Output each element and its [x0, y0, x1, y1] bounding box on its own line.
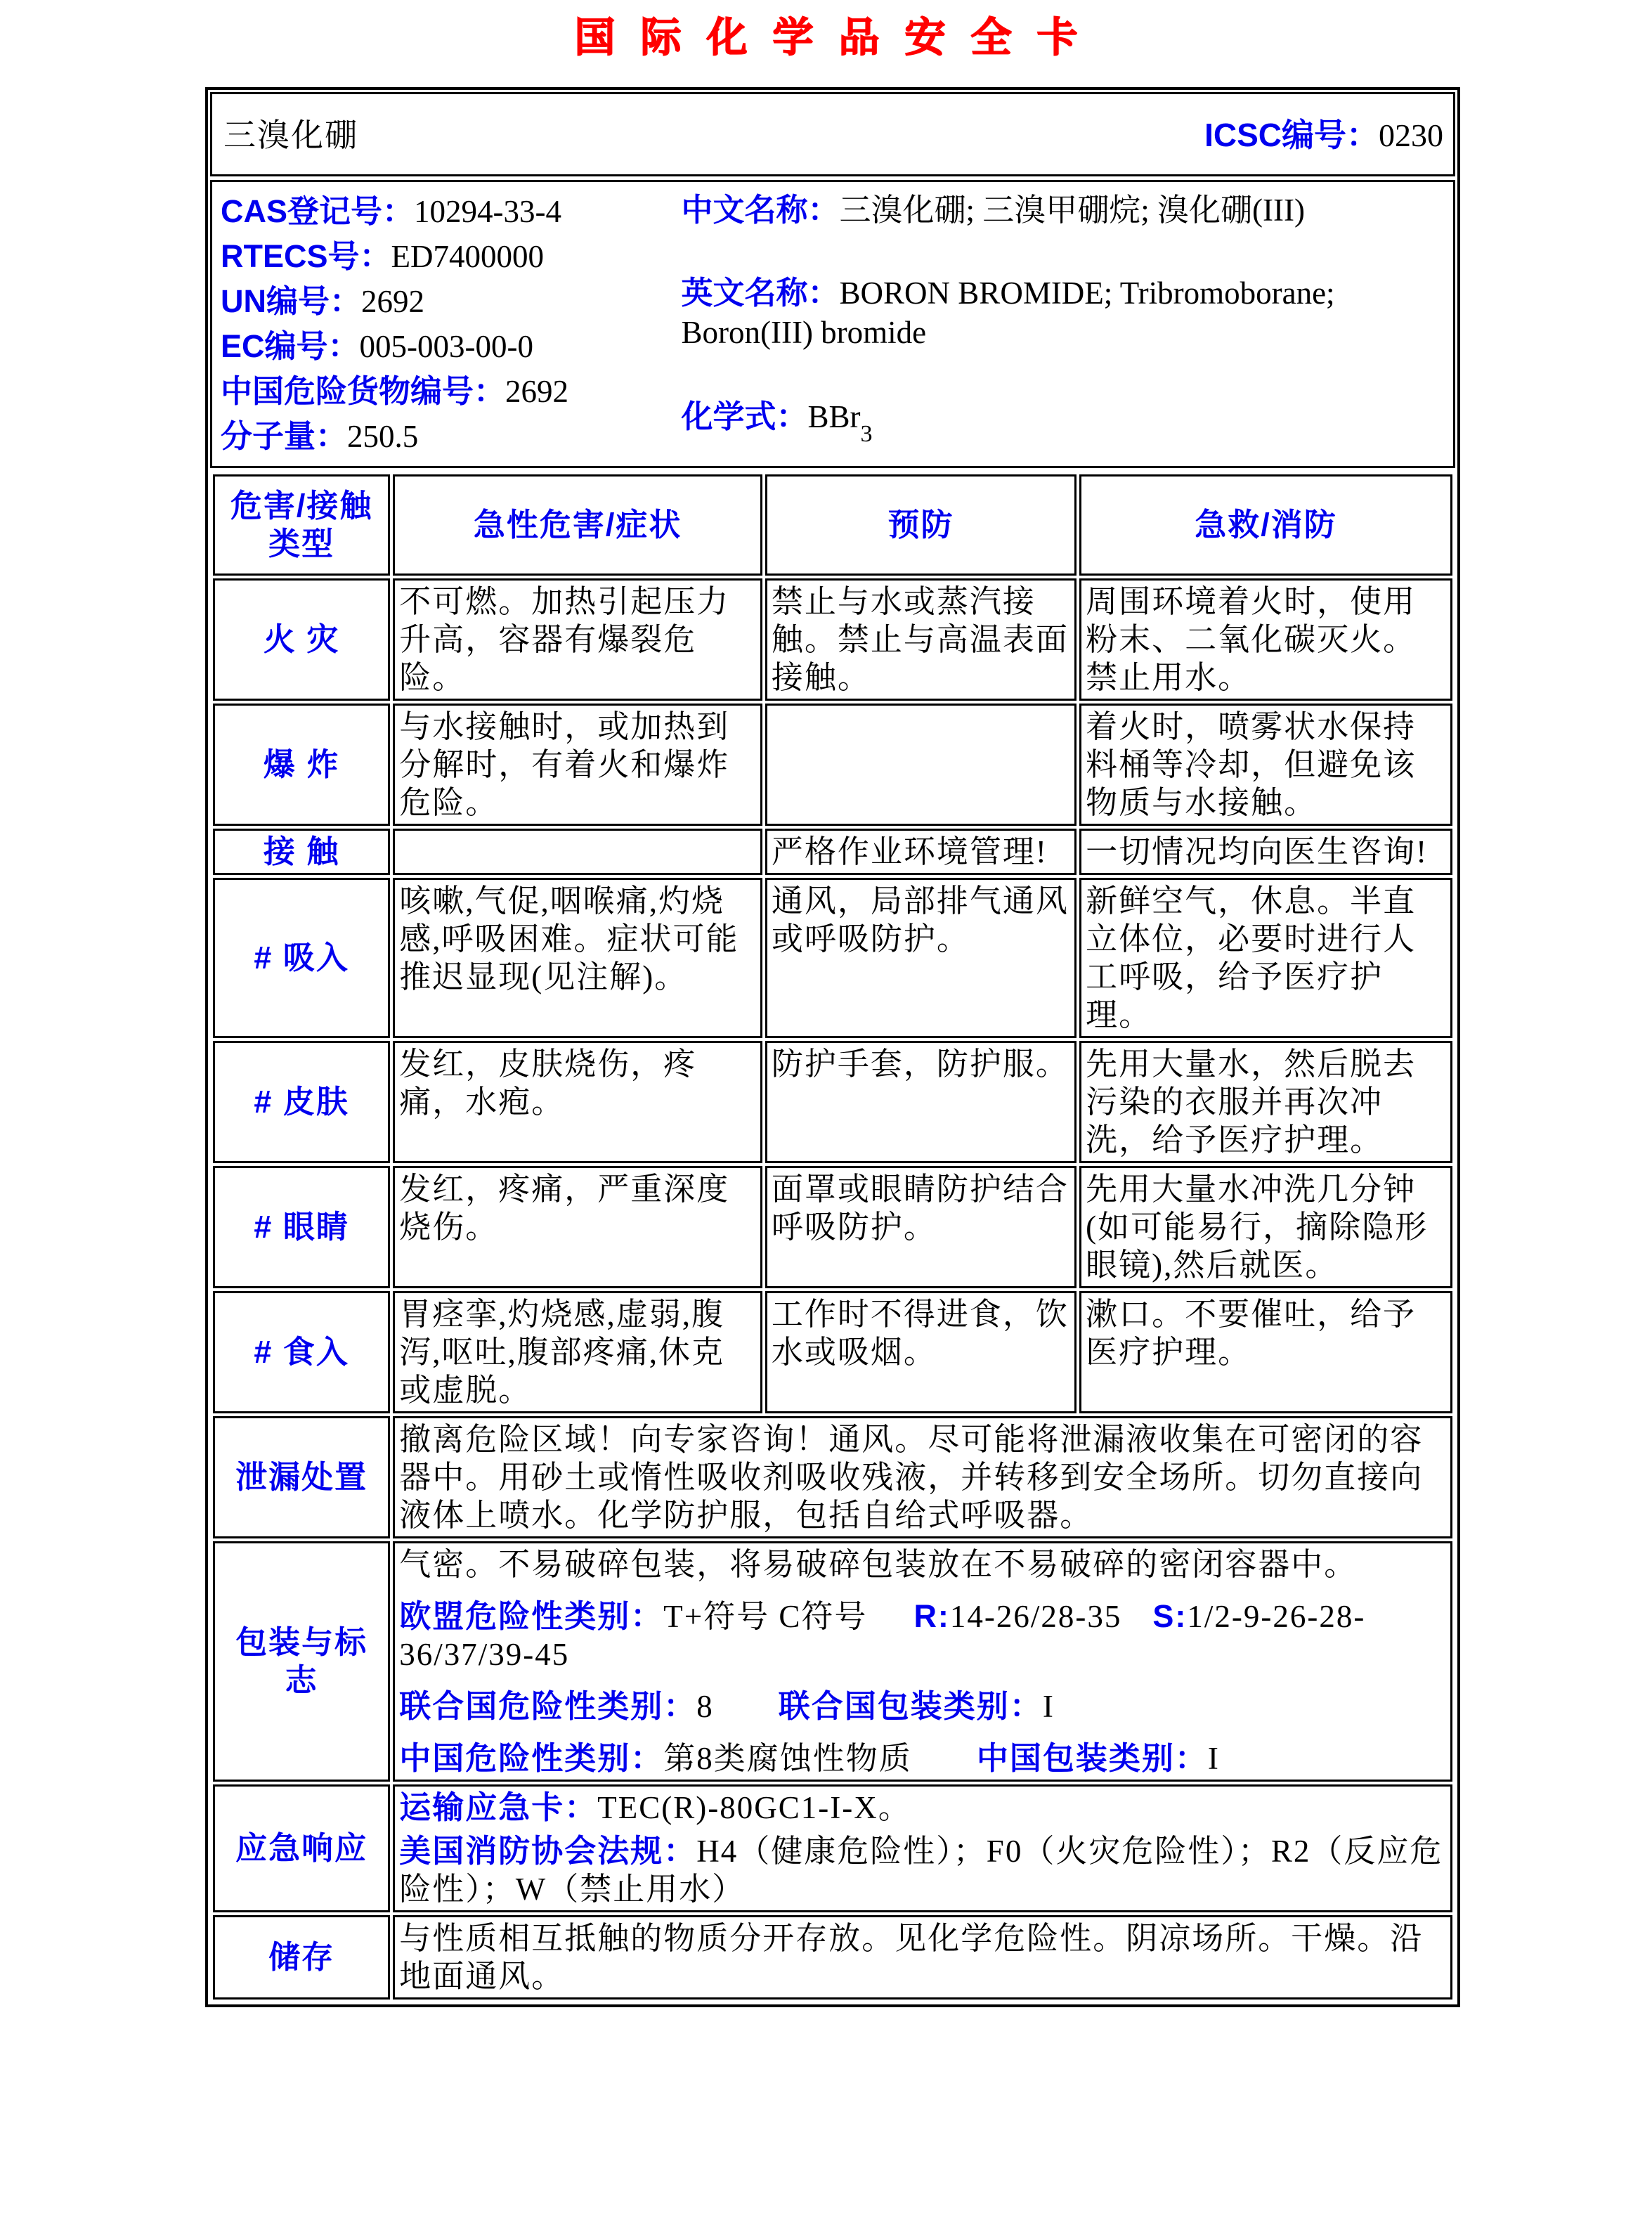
chemical-formula-subscript: 3 — [860, 421, 873, 447]
icsc-number-value: 0230 — [1379, 117, 1443, 153]
china-packing-group-value: I — [1207, 1741, 1220, 1776]
transport-emergency-card-value: TEC(R)-80GC1-I-X。 — [597, 1790, 911, 1825]
nfpa-code-label: 美国消防协会法规： — [399, 1833, 697, 1869]
china-dangerous-goods-number-line — [221, 369, 682, 414]
un-hazard-class-value: 8 — [696, 1689, 714, 1724]
packaging-china-line — [399, 1739, 1446, 1777]
row-emergency-response-label: 应急响应 — [213, 1784, 390, 1912]
row-skin-symptoms: 发红，皮肤烧伤，疼痛，水疱。 — [393, 1041, 762, 1163]
transport-emergency-card-label: 运输应急卡： — [399, 1789, 598, 1825]
rtecs-number-label: RTECS号： — [221, 238, 391, 274]
row-exposure-prevention: 严格作业环境管理! — [765, 829, 1077, 875]
row-fire — [213, 578, 1452, 701]
ec-number-value: 005-003-00-0 — [359, 329, 533, 364]
hazard-table — [210, 472, 1455, 2002]
chinese-name-line — [682, 190, 1444, 230]
un-packing-group-label: 联合国包装类别： — [778, 1688, 1043, 1724]
packaging-airtight-line: 气密。不易破碎包装，将易破碎包装放在不易破碎的密闭容器中。 — [399, 1547, 1358, 1582]
row-eyes-response: 先用大量水冲洗几分钟(如可能易行，摘除隐形眼镜),然后就医。 — [1079, 1166, 1452, 1288]
eu-r-phrases-label: R: — [913, 1598, 950, 1634]
china-packing-group-label: 中国包装类别： — [976, 1740, 1208, 1776]
header-prevention: 预防 — [765, 474, 1077, 576]
row-fire-label: 火 灾 — [213, 578, 390, 701]
chemical-formula-base: BBr — [807, 399, 861, 434]
ec-number-line — [221, 324, 682, 369]
chinese-name-value: 三溴化硼; 三溴甲硼烷; 溴化硼(III) — [839, 193, 1305, 228]
english-name-value: BORON BROMIDE; Tribromoborane; Boron(III) bromide — [681, 276, 1335, 350]
row-explosion-response: 着火时，喷雾状水保持料桶等冷却，但避免该物质与水接触。 — [1079, 704, 1452, 826]
row-skin-response: 先用大量水，然后脱去污染的衣服并再次冲洗，给予医疗护理。 — [1079, 1041, 1452, 1163]
icsc-number — [1204, 110, 1443, 156]
nfpa-code-value: H4（健康危险性）；F0（火灾危险性）；R2（反应危险性）；W（禁止用水） — [399, 1834, 1443, 1907]
row-exposure-symptoms — [393, 829, 762, 875]
row-skin — [213, 1041, 1452, 1163]
row-eyes-symptoms: 发红，疼痛，严重深度烧伤。 — [393, 1166, 762, 1288]
identification-box — [210, 180, 1455, 468]
row-inhalation-prevention: 通风，局部排气通风或呼吸防护。 — [765, 878, 1077, 1038]
identification-right-column — [682, 189, 1450, 459]
packaging-eu-line — [399, 1597, 1446, 1673]
eu-s-phrases-value: 1/2-9-26-28-36/37/39-45 — [399, 1599, 1366, 1672]
molecular-weight-line — [221, 414, 682, 459]
row-eyes-prevention: 面罩或眼睛防护结合呼吸防护。 — [765, 1166, 1077, 1288]
packaging-un-line — [399, 1687, 1446, 1725]
row-storage — [213, 1915, 1452, 2000]
rtecs-number-line — [221, 234, 682, 279]
row-inhalation-response: 新鲜空气，休息。半直立体位，必要时进行人工呼吸，给予医疗护理。 — [1079, 878, 1452, 1038]
row-exposure — [213, 829, 1452, 875]
row-packaging-content — [393, 1541, 1452, 1782]
ec-number-label: EC编号： — [221, 328, 360, 364]
english-name-line — [682, 273, 1444, 352]
row-explosion-label: 爆 炸 — [213, 704, 390, 826]
row-eyes-label: # 眼睛 — [213, 1166, 390, 1288]
header-first-aid-fire-fighting: 急救/消防 — [1079, 474, 1452, 576]
un-number-label: UN编号： — [221, 283, 361, 319]
substance-name: 三溴化硼 — [223, 117, 358, 153]
english-name-label: 英文名称： — [681, 275, 840, 311]
chemical-formula-line — [682, 397, 1444, 454]
row-packaging-label: 包装与标志 — [213, 1541, 390, 1782]
icsc-number-label: ICSC编号： — [1204, 117, 1379, 153]
row-fire-response: 周围环境着火时，使用粉末、二氧化碳灭火。禁止用水。 — [1079, 578, 1452, 701]
row-emergency-response-content — [393, 1784, 1452, 1912]
emergency-tec-line — [399, 1789, 1446, 1827]
row-ingestion-prevention: 工作时不得进食，饮水或吸烟。 — [765, 1291, 1077, 1413]
row-eyes — [213, 1166, 1452, 1288]
emergency-nfpa-line — [399, 1832, 1446, 1908]
row-inhalation-label: # 吸入 — [213, 878, 390, 1038]
row-spillage-label: 泄漏处置 — [213, 1416, 390, 1538]
row-skin-prevention: 防护手套，防护服。 — [765, 1041, 1077, 1163]
eu-hazard-class-value: T+符号 C符号 — [663, 1599, 868, 1634]
row-ingestion-label: # 食入 — [213, 1291, 390, 1413]
row-exposure-response: 一切情况均向医生咨询! — [1079, 829, 1452, 875]
row-emergency-response — [213, 1784, 1452, 1912]
row-ingestion — [213, 1291, 1452, 1413]
row-spillage — [213, 1416, 1452, 1538]
un-packing-group-value: I — [1042, 1689, 1055, 1724]
chinese-name-label: 中文名称： — [681, 192, 840, 228]
cas-number-value: 10294-33-4 — [414, 194, 561, 229]
eu-s-phrases-label: S: — [1152, 1598, 1188, 1634]
row-explosion-symptoms: 与水接触时，或加热到分解时，有着火和爆炸危险。 — [393, 704, 762, 826]
row-ingestion-symptoms: 胃痉挛,灼烧感,虚弱,腹泻,呕吐,腹部疼痛,休克或虚脱。 — [393, 1291, 762, 1413]
row-inhalation — [213, 878, 1452, 1038]
china-hazard-class-value: 第8类腐蚀性物质 — [663, 1741, 912, 1776]
row-ingestion-response: 漱口。不要催吐，给予医疗护理。 — [1079, 1291, 1452, 1413]
header-acute-hazards: 急性危害/症状 — [393, 474, 762, 576]
molecular-weight-value: 250.5 — [347, 419, 419, 454]
row-spillage-text: 撤离危险区域！向专家咨询！通风。尽可能将泄漏液收集在可密闭的容器中。用砂土或惰性吸收剂吸收残液，并转移到安全场所。切勿直接向液体上喷水。化学防护服，包括自给式呼吸器。 — [393, 1416, 1452, 1538]
row-storage-label: 储存 — [213, 1915, 390, 2000]
row-explosion — [213, 704, 1452, 826]
row-explosion-prevention — [765, 704, 1077, 826]
rtecs-number-value: ED7400000 — [391, 239, 545, 274]
un-number-line — [221, 279, 682, 324]
row-storage-text: 与性质相互抵触的物质分开存放。见化学危险性。阴凉场所。干燥。沿地面通风。 — [393, 1915, 1452, 2000]
identification-left-column — [221, 189, 682, 459]
china-hazard-class-label: 中国危险性类别： — [399, 1740, 664, 1776]
row-exposure-label: 接 触 — [213, 829, 390, 875]
china-dangerous-goods-number-value: 2692 — [505, 374, 569, 409]
hazard-table-header-row — [213, 474, 1452, 576]
cas-number-line — [221, 189, 682, 234]
eu-hazard-class-label: 欧盟危险性类别： — [399, 1598, 664, 1634]
row-packaging — [213, 1541, 1452, 1782]
row-skin-label: # 皮肤 — [213, 1041, 390, 1163]
row-inhalation-symptoms: 咳嗽,气促,咽喉痛,灼烧感,呼吸困难。症状可能推迟显现(见注解)。 — [393, 878, 762, 1038]
header-box — [210, 92, 1455, 176]
icsc-card — [205, 87, 1460, 2007]
row-fire-symptoms: 不可燃。加热引起压力升高，容器有爆裂危险。 — [393, 578, 762, 701]
row-fire-prevention: 禁止与水或蒸汽接触。禁止与高温表面接触。 — [765, 578, 1077, 701]
molecular-weight-label: 分子量： — [221, 418, 348, 454]
page-title: 国际化学品安全卡 — [574, 15, 1103, 60]
cas-number-label: CAS登记号： — [221, 193, 415, 229]
un-hazard-class-label: 联合国危险性类别： — [399, 1688, 697, 1724]
un-number-value: 2692 — [361, 284, 424, 319]
header-hazard-type: 危害/接触类型 — [213, 474, 390, 576]
china-dangerous-goods-number-label: 中国危险货物编号： — [221, 373, 506, 409]
chemical-formula-label: 化学式： — [681, 398, 808, 434]
eu-r-phrases-value: 14-26/28-35 — [949, 1599, 1122, 1634]
